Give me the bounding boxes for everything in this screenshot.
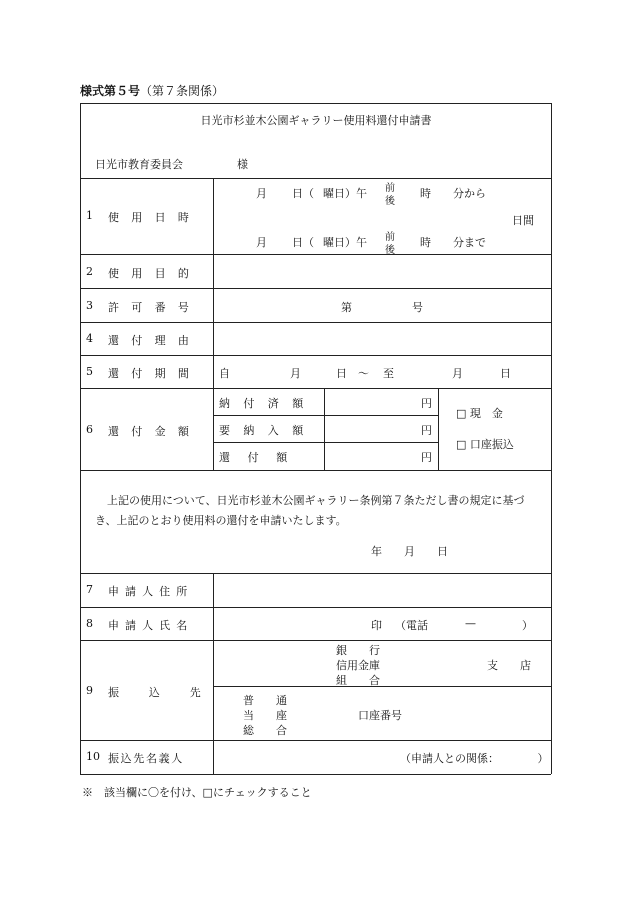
branch-label: 支 店 — [487, 659, 531, 672]
row-8-number: 8 — [86, 617, 93, 630]
statement-date: 年 月 日 — [371, 545, 448, 558]
row-7-number: 7 — [86, 583, 93, 596]
applicant-address-field[interactable] — [214, 574, 550, 606]
to-pm: 後 — [385, 245, 395, 256]
row-9-number: 9 — [86, 684, 93, 697]
amount-refund-yen: 円 — [421, 451, 432, 464]
period-from-day: 日 — [336, 367, 347, 380]
seal-mark: 印 — [371, 619, 382, 632]
statement-line-2: き、上記のとおり使用料の還付を申請いたします。 — [95, 514, 347, 527]
amount-paid-yen: 円 — [421, 397, 432, 410]
method-transfer-checkbox[interactable]: □ 口座振込 — [456, 438, 514, 451]
from-hour: 時 — [420, 187, 431, 200]
amount-due-label: 要 納 入 額 — [219, 424, 309, 437]
statement-line-1: 上記の使用について、日光市杉並木公園ギャラリー条例第７条ただし書の規定に基づ — [107, 494, 525, 507]
row-2-label: 使 用 目 的 — [108, 267, 194, 280]
row-6-number: 6 — [86, 423, 93, 436]
row-7-label: 申請人住所 — [108, 585, 194, 598]
period-to-day: 日 — [500, 367, 511, 380]
purpose-field[interactable] — [214, 255, 550, 287]
honorific: 様 — [237, 158, 248, 171]
to-minute: 分まで — [453, 236, 486, 249]
row-3-label: 許 可 番 号 — [108, 301, 194, 314]
permit-prefix: 第 — [341, 301, 352, 314]
row-3-number: 3 — [86, 299, 93, 312]
period-to: 至 — [383, 367, 394, 380]
bank-type-shinkin: 信用金庫 — [336, 659, 380, 672]
holder-relation: （申請人との関係： ） — [400, 752, 549, 765]
amount-due-yen: 円 — [421, 424, 432, 437]
period-to-month: 月 — [452, 367, 463, 380]
amount-refund-label: 還 付 額 — [219, 451, 291, 464]
account-type-futsu: 普 通 — [243, 694, 287, 707]
account-number-label: 口座番号 — [358, 709, 402, 722]
account-type-toza: 当 座 — [243, 709, 287, 722]
row-6-label: 還 付 金 額 — [108, 425, 194, 438]
row-1-number: 1 — [86, 209, 93, 222]
bank-type-bank: 銀 行 — [336, 644, 380, 657]
bank-type-kumiai: 組 合 — [336, 674, 380, 687]
article-reference: （第７条関係） — [140, 84, 225, 98]
row-10-label: 振込先名義人 — [108, 752, 184, 765]
row-1-label: 使 用 日 時 — [108, 211, 194, 224]
reason-field[interactable] — [214, 323, 550, 354]
from-month: 月 — [256, 187, 267, 200]
amount-paid-label: 納 付 済 額 — [219, 397, 309, 410]
permit-suffix: 号 — [412, 301, 423, 314]
account-type-sogo: 総 合 — [243, 724, 287, 737]
to-am: 前 — [385, 232, 395, 243]
form-number-label: 様式第５号 — [80, 84, 141, 98]
phone-dash: — — [465, 617, 476, 630]
to-month: 月 — [256, 236, 267, 249]
row-5-number: 5 — [86, 365, 93, 378]
method-cash-checkbox[interactable]: □ 現 金 — [456, 407, 503, 420]
to-hour: 時 — [420, 236, 431, 249]
row-5-label: 還 付 期 間 — [108, 367, 194, 380]
addressee: 日光市教育委員会 — [95, 158, 183, 171]
period-from-month: 月 — [290, 367, 301, 380]
to-weekday: 曜日）午 — [323, 236, 367, 249]
from-am: 前 — [385, 183, 395, 194]
row-9-label: 振 込 先 — [108, 686, 214, 699]
from-pm: 後 — [385, 196, 395, 207]
days-count: 日間 — [512, 214, 534, 227]
row-4-label: 還 付 理 由 — [108, 334, 194, 347]
row-8-label: 申請人氏名 — [108, 619, 194, 632]
phone-open: （電話 — [395, 619, 428, 632]
to-day: 日（ — [292, 236, 314, 249]
from-day: 日（ — [292, 187, 314, 200]
from-weekday: 曜日）午 — [323, 187, 367, 200]
from-minute: 分から — [453, 187, 486, 200]
row-4-number: 4 — [86, 332, 93, 345]
period-from: 自 — [219, 367, 230, 380]
footnote: ※ 該当欄に〇を付け、□にチェックすること — [82, 786, 312, 799]
document-title: 日光市杉並木公園ギャラリー使用料還付申請書 — [200, 114, 432, 127]
period-tilde: ～ — [358, 367, 369, 380]
row-10-number: 10 — [86, 750, 100, 763]
phone-close: ） — [522, 619, 533, 632]
row-2-number: 2 — [86, 265, 93, 278]
form-number — [80, 82, 224, 99]
